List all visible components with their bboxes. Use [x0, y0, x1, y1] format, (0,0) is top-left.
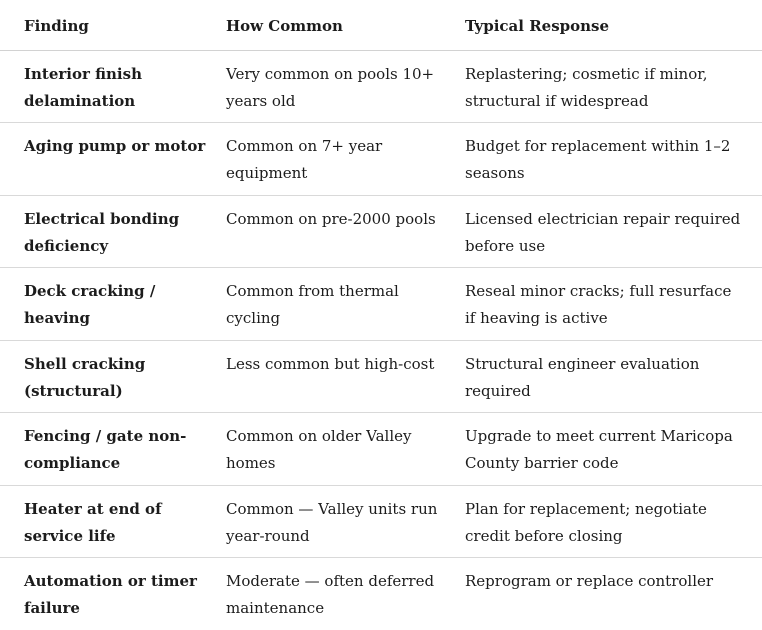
header-finding: Finding	[0, 0, 226, 50]
table-row	[0, 195, 762, 268]
finding-cell: Aging pump or motor	[0, 123, 226, 196]
table-row	[0, 558, 762, 630]
response-cell: Upgrade to meet current Maricopa County barrier code	[465, 413, 762, 486]
response-cell: Licensed electrician repair required before use	[465, 195, 762, 268]
finding-cell: Deck cracking / heaving	[0, 268, 226, 341]
finding-cell: Heater at end of service life	[0, 485, 226, 558]
table-row	[0, 340, 762, 413]
table-row	[0, 413, 762, 486]
finding-cell: Fencing / gate non-compliance	[0, 413, 226, 486]
response-cell: Reseal minor cracks; full resurface if heaving is active	[465, 268, 762, 341]
response-cell: Replastering; cosmetic if minor, structural if widespread	[465, 50, 762, 123]
table-row	[0, 485, 762, 558]
how-common-cell: Common on 7+ year equipment	[226, 123, 465, 196]
table-row	[0, 50, 762, 123]
how-common-cell: Common — Valley units run year-round	[226, 485, 465, 558]
response-cell: Structural engineer evaluation required	[465, 340, 762, 413]
table-row	[0, 268, 762, 341]
response-cell: Budget for replacement within 1–2 seasons	[465, 123, 762, 196]
header-typical-response: Typical Response	[465, 0, 762, 50]
table-body	[0, 50, 762, 630]
how-common-cell: Common on pre-2000 pools	[226, 195, 465, 268]
response-cell: Reprogram or replace controller	[465, 572, 714, 590]
finding-cell: Shell cracking (structural)	[0, 340, 226, 413]
how-common-cell: Very common on pools 10+ years old	[226, 50, 465, 123]
how-common-cell: Less common but high-cost	[226, 340, 465, 413]
response-cell: Plan for replacement; negotiate credit before closing	[465, 485, 762, 558]
finding-cell: Automation or timer failure	[24, 572, 197, 617]
table-row	[0, 123, 762, 196]
header-row	[0, 0, 762, 50]
how-common-cell: Common on older Valley homes	[226, 413, 465, 486]
how-common-cell: Moderate — often deferred maintenance	[226, 572, 435, 617]
how-common-cell: Common from thermal cycling	[226, 268, 465, 341]
finding-cell: Electrical bonding deficiency	[0, 195, 226, 268]
header-how-common: How Common	[226, 0, 465, 50]
table-header	[0, 0, 762, 50]
finding-cell: Interior finish delamination	[0, 50, 226, 123]
